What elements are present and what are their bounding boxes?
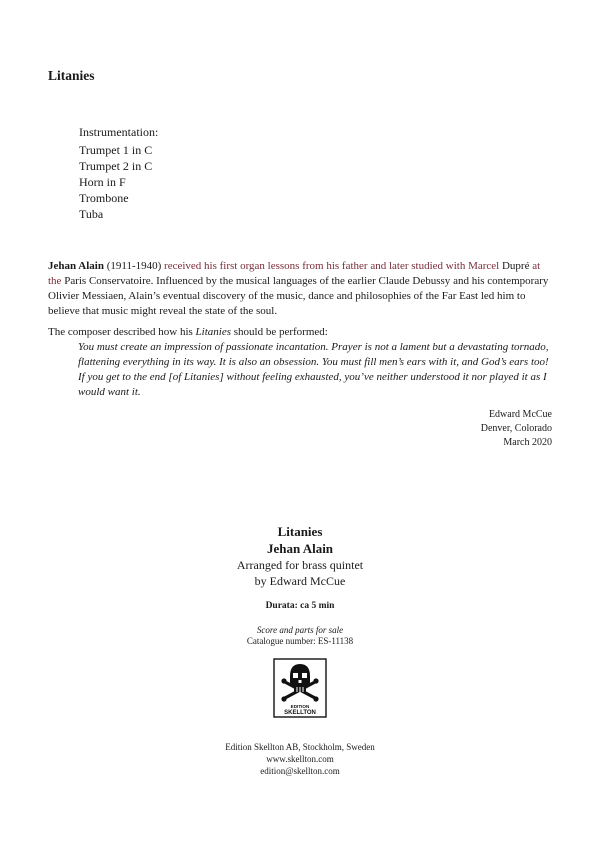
bio-sentence-1: received his first organ lessons from his father and later studied with Marcel <box>164 260 500 272</box>
composer-name: Jehan Alain <box>48 260 104 272</box>
composer-quote: You must create an impression of passionate incantation. Prayer is not a lament but a devastating tornado, flattening everything in its way. It is also an obsession. You must fill men’s ears with it, and God’s ears too! If you get to the end [of Litanies] without feeling exhausted, you’ve neither understood it nor played it as I would want it. <box>78 341 549 398</box>
intro-text: The composer described how his <box>48 326 196 338</box>
work-title: Litanies <box>277 524 323 539</box>
signature-place: Denver, Colorado <box>480 423 552 434</box>
page-title: Litanies <box>48 68 95 83</box>
instrument-item: Trombone <box>79 191 129 205</box>
intro-work-title: Litanies <box>195 326 231 338</box>
publisher-info <box>0 741 600 777</box>
title-block <box>0 523 600 646</box>
arranger: by Edward McCue <box>254 574 346 588</box>
publisher-email[interactable]: edition@skellton.com <box>260 766 340 776</box>
instrumentation-list <box>79 124 158 222</box>
catalogue-number: Catalogue number: ES-11138 <box>246 636 354 646</box>
logo-text-edition: EDITION <box>290 704 310 709</box>
link-dupre[interactable]: Dupré <box>501 260 530 272</box>
skull-crossbones-icon <box>273 658 327 718</box>
link-conservatoire[interactable]: Paris Conservatoire <box>64 275 151 287</box>
composer: Jehan Alain <box>266 541 334 556</box>
publisher-name: Edition Skellton AB, Stockholm, Sweden <box>225 742 375 752</box>
instrument-item: Trumpet 1 in C <box>79 143 153 157</box>
intro-text-end: should be performed: <box>231 326 328 338</box>
signature-name: Edward McCue <box>488 409 552 420</box>
bio-sentence-4: and his contemporary <box>450 275 549 287</box>
duration: Durata: ca 5 min <box>265 601 335 611</box>
instrument-item: Horn in F <box>79 175 126 189</box>
bio-sentence-3: . Influenced by the musical languages of the earlier <box>150 275 379 287</box>
skellton-logo <box>273 658 327 718</box>
logo-text-skellton: SKELLTON <box>284 710 316 716</box>
bio-sentence-2: at the <box>48 260 541 287</box>
performance-note <box>48 325 553 400</box>
instrument-item: Tuba <box>79 207 104 221</box>
instrumentation-heading: Instrumentation: <box>79 125 159 139</box>
composer-biography <box>48 259 553 319</box>
instrument-item: Trumpet 2 in C <box>79 159 153 173</box>
signature-date: March 2020 <box>503 437 552 448</box>
publisher-website[interactable]: www.skellton.com <box>266 754 334 764</box>
bio-sentence-5: , Alain’s eventual discovery of the music, dance and philosophies of the Far East led him to believe that music might reveal the state of the soul. <box>48 290 526 317</box>
performance-intro <box>48 325 553 340</box>
composer-dates: (1911-1940) <box>103 260 165 272</box>
signature-block <box>481 408 552 450</box>
link-messiaen[interactable]: Olivier Messiaen <box>48 290 124 302</box>
arranged-for: Arranged for brass quintet <box>236 558 364 572</box>
sale-note: Score and parts for sale <box>256 625 344 635</box>
link-debussy[interactable]: Claude Debussy <box>378 275 451 287</box>
